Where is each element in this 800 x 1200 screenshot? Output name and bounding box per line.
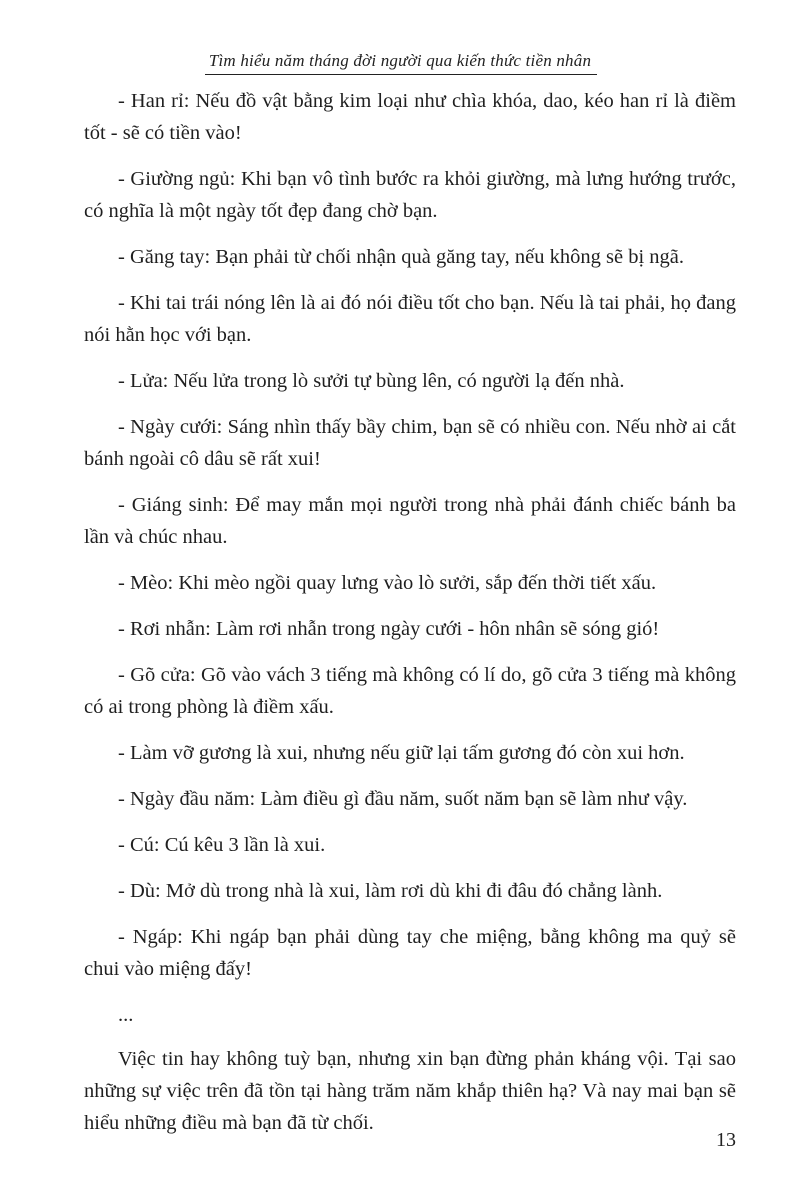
- running-header-title: Tìm hiểu năm tháng đời người qua kiến thức tiền nhân: [208, 51, 592, 70]
- paragraph-ellipsis: ...: [118, 1004, 134, 1026]
- paragraph-christmas: - Giáng sinh: Để may mắn mọi người trong nhà phải đánh chiếc bánh ba lần và chúc nhau.: [84, 494, 736, 548]
- paragraph-wedding-day: - Ngày cưới: Sáng nhìn thấy bầy chim, bạn sẽ có nhiều con. Nếu nhờ ai cắt bánh ngoài cô dâu sẽ rất xui!: [84, 416, 736, 470]
- header-rule: [205, 74, 597, 75]
- paragraph-rust: - Han rỉ: Nếu đồ vật bằng kim loại như chìa khóa, dao, kéo han rỉ là điềm tốt - sẽ có tiền vào!: [84, 90, 736, 144]
- paragraph-gloves: - Găng tay: Bạn phải từ chối nhận quà găng tay, nếu không sẽ bị ngã.: [118, 246, 684, 268]
- paragraph-umbrella: - Dù: Mở dù trong nhà là xui, làm rơi dù khi đi đâu đó chẳng lành.: [118, 880, 663, 902]
- paragraph-knocking: - Gõ cửa: Gõ vào vách 3 tiếng mà không có lí do, gõ cửa 3 tiếng mà không có ai trong phòng là điềm xấu.: [84, 664, 736, 718]
- paragraph-broken-mirror: - Làm vỡ gương là xui, nhưng nếu giữ lại tấm gương đó còn xui hơn.: [118, 742, 685, 764]
- paragraph-bed: - Giường ngủ: Khi bạn vô tình bước ra khỏi giường, mà lưng hướng trước, có nghĩa là một ngày tốt đẹp đang chờ bạn.: [84, 168, 736, 222]
- paragraph-ears: - Khi tai trái nóng lên là ai đó nói điều tốt cho bạn. Nếu là tai phải, họ đang nói hằn học với bạn.: [84, 292, 736, 346]
- page-number: 13: [716, 1129, 736, 1151]
- paragraph-cat: - Mèo: Khi mèo ngồi quay lưng vào lò sưởi, sắp đến thời tiết xấu.: [118, 572, 657, 594]
- paragraph-new-year: - Ngày đầu năm: Làm điều gì đầu năm, suốt năm bạn sẽ làm như vậy.: [118, 788, 688, 810]
- paragraph-owl: - Cú: Cú kêu 3 lần là xui.: [118, 834, 326, 856]
- paragraph-dropped-ring: - Rơi nhẫn: Làm rơi nhẫn trong ngày cưới - hôn nhân sẽ sóng gió!: [118, 618, 660, 640]
- paragraph-fire: - Lửa: Nếu lửa trong lò sưởi tự bùng lên, có người lạ đến nhà.: [118, 370, 625, 392]
- paragraph-yawn: - Ngáp: Khi ngáp bạn phải dùng tay che miệng, bằng không ma quỷ sẽ chui vào miệng đấy!: [84, 926, 736, 980]
- body-text: [84, 85, 736, 1153]
- paragraph-conclusion: Việc tin hay không tuỳ bạn, nhưng xin bạn đừng phản kháng vội. Tại sao những sự việc trên đã tồn tại hàng trăm năm khắp thiên hạ? Và nay mai bạn sẽ hiểu những điều mà bạn đã từ chối.: [84, 1048, 736, 1134]
